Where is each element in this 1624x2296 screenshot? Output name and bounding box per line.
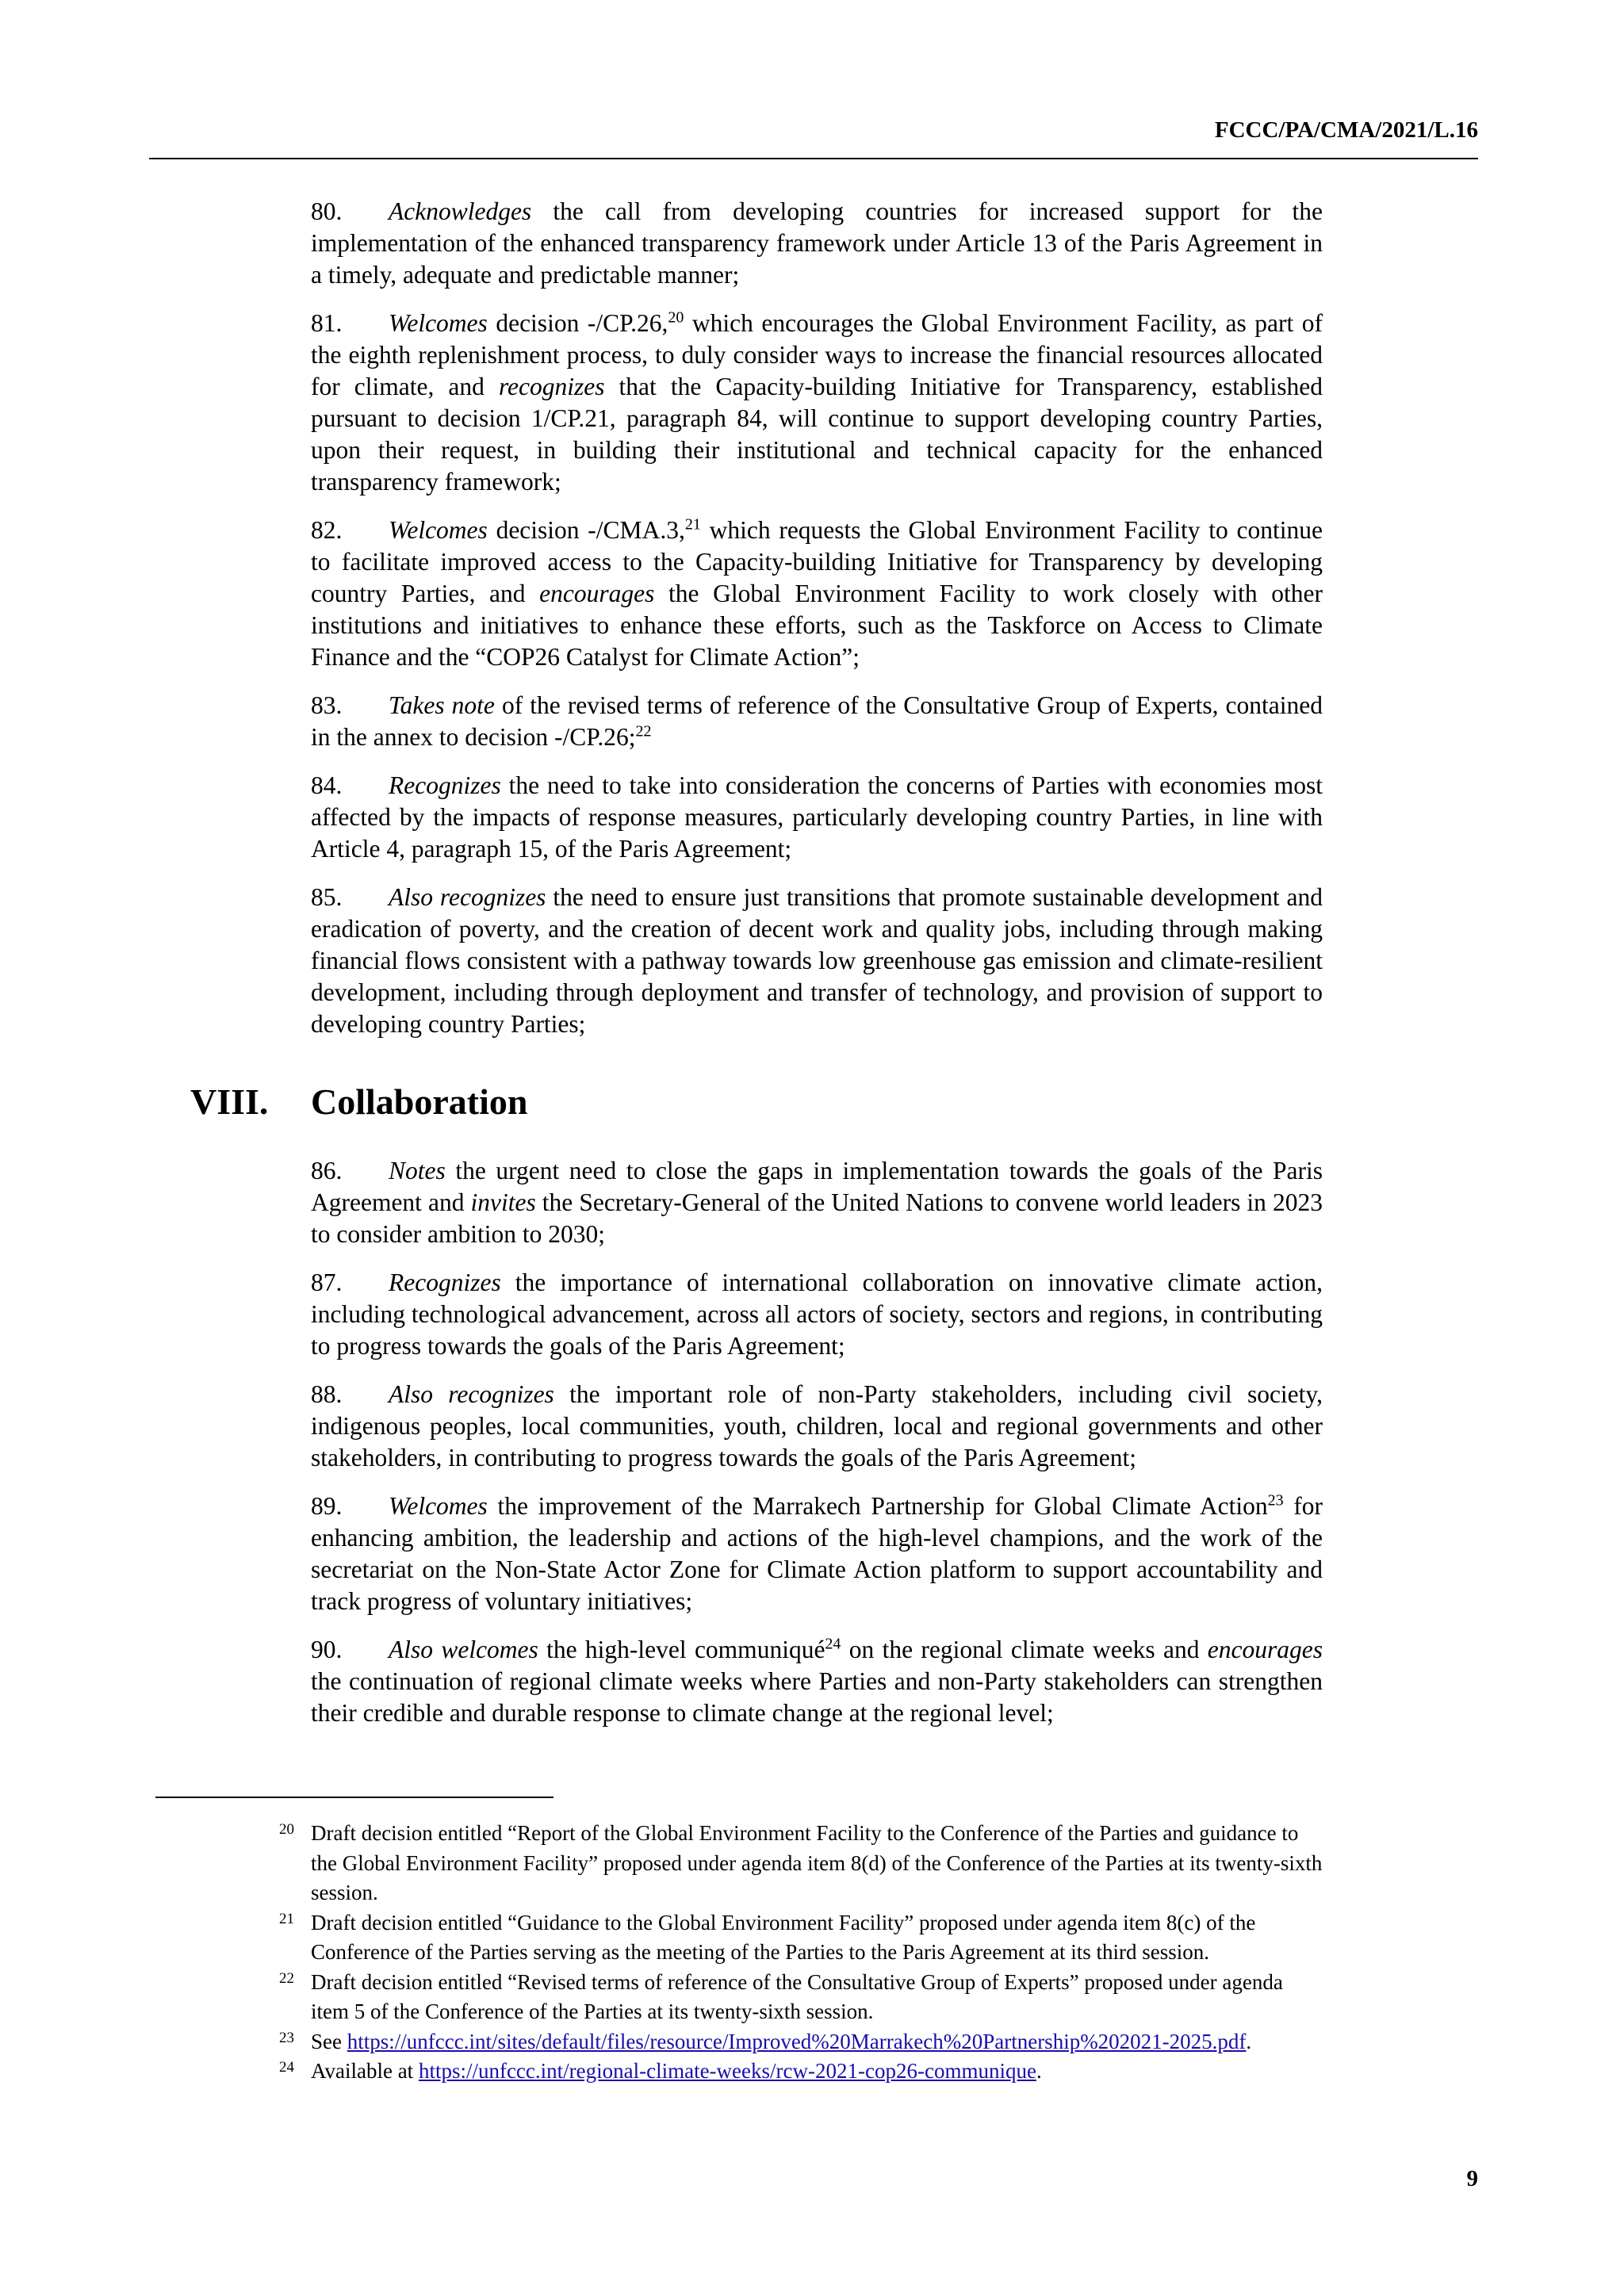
footnote-ref-21[interactable]: 21	[684, 515, 701, 534]
footnote-ref-23[interactable]: 23	[1267, 1491, 1284, 1510]
footnote-21: 21 Draft decision entitled “Guidance to the Global Environment Facility” proposed under agenda item 8(c) of the Conference of the Parties serving as the meeting of the Parties to the Paris Agreement at its third session.	[279, 1910, 1256, 1964]
footnote-rule	[155, 1797, 553, 1798]
paragraphs-top	[311, 196, 1323, 1057]
footnote-ref-20[interactable]: 20	[668, 308, 684, 327]
footnote-ref-22[interactable]: 22	[635, 722, 652, 740]
document-symbol: FCCC/PA/CMA/2021/L.16	[1214, 117, 1478, 143]
paragraph-86: 86. Notes the urgent need to close the gaps in implementation towards the goals of the Paris Agreement and invites the Secretary-General of the United Nations to convene world leaders in 2023 to consider ambition to 2030;	[311, 1157, 1323, 1248]
paragraphs-bottom	[311, 1155, 1323, 1746]
footnote-23-link[interactable]: https://unfccc.int/sites/default/files/resource/Improved%20Marrakech%20Partnership%202021-2025.pdf	[347, 2029, 1247, 2053]
paragraph-81: 81. Welcomes decision -/CP.26,20 which encourages the Global Environment Facility, as part of the eighth replenishment process, to duly consider ways to increase the financial resources allocated for climate, and recognizes that the Capacity-building Initiative for Transparency, established pursuant to decision 1/CP.21, paragraph 84, will continue to support developing country Parties, upon their request, in building their institutional and technical capacity for the enhanced transparency framework;	[311, 308, 1323, 496]
footnote-24-link[interactable]: https://unfccc.int/regional-climate-weeks/rcw-2021-cop26-communique	[418, 2059, 1036, 2083]
footnote-20: 20 Draft decision entitled “Report of the Global Environment Facility to the Conference of the Parties and guidance to the Global Environment Facility” proposed under agenda item 8(d) of the Conference of the Parties at its twenty-sixth session.	[279, 1821, 1323, 1904]
paragraph-88: 88. Also recognizes the important role of non-Party stakeholders, including civil society, indigenous peoples, local communities, youth, children, local and regional governments and other stakeholders, in contributing to progress towards the goals of the Paris Agreement;	[311, 1380, 1323, 1471]
footnote-23: 23 See https://unfccc.int/sites/default/files/resource/Improved%20Marrakech%20Partnership%202021-2025.pdf.	[279, 2029, 1252, 2053]
paragraph-87: 87. Recognizes the importance of international collaboration on innovative climate action, including technological advancement, across all actors of society, sectors and regions, in contributing to progress towards the goals of the Paris Agreement;	[311, 1269, 1323, 1360]
paragraph-82: 82. Welcomes decision -/CMA.3,21 which requests the Global Environment Facility to continue to facilitate improved access to the Capacity-building Initiative for Transparency by developing country Parties, and encourages the Global Environment Facility to work closely with other institutions and initiatives to enhance these efforts, such as the Taskforce on Access to Climate Finance and the “COP26 Catalyst for Climate Action”;	[311, 515, 1323, 671]
paragraph-89: 89. Welcomes the improvement of the Marrakech Partnership for Global Climate Action$^{23}$ for enhancing ambition, the leadership and actions of the high-level champions, and the work of the secretariat on the Non-State Actor Zone for Climate Action platform to support accountability and track progress of voluntary initiatives;	[311, 1491, 1323, 1615]
footnote-22: 22 Draft decision entitled “Revised terms of reference of the Consultative Group of Experts” proposed under agenda item 5 of the Conference of the Parties at its twenty-sixth session.	[279, 1969, 1283, 2023]
section-number: VIII.	[190, 1081, 269, 1122]
footnotes	[279, 1819, 1323, 2087]
paragraph-80: 80. Acknowledges the call from developing countries for increased support for the implementation of the enhanced transparency framework under Article 13 of the Paris Agreement in a timely, adequate and predictable manner;	[311, 197, 1323, 289]
paragraph-84: 84. Recognizes the need to take into consideration the concerns of Parties with economies most affected by the impacts of response measures, particularly developing country Parties, in line with Article 4, paragraph 15, of the Paris Agreement;	[311, 771, 1323, 863]
paragraph-90: 90. Also welcomes the high-level communiqué$^{24}$ on the regional climate weeks and encourages the continuation of regional climate weeks where Parties and non-Party stakeholders can strengthen their credible and durable response to climate change at the regional level;	[311, 1635, 1323, 1727]
paragraph-85: 85. Also recognizes the need to ensure just transitions that promote sustainable development and eradication of poverty, and the creation of decent work and quality jobs, including through making financial flows consistent with a pathway towards low greenhouse gas emission and climate-resilient development, including through deployment and transfer of technology, and provision of support to developing country Parties;	[311, 883, 1323, 1038]
section-heading	[190, 1080, 527, 1124]
paragraph-83: 83. Takes note of the revised terms of reference of the Consultative Group of Experts, contained in the annex to decision -/CP.26;$^{22}$	[311, 691, 1323, 751]
footnote-ref-24[interactable]: 24	[825, 1635, 841, 1653]
page-number: 9	[1466, 2166, 1478, 2191]
section-title: Collaboration	[311, 1081, 528, 1122]
header-rule	[149, 158, 1478, 159]
footnote-24: 24 Available at https://unfccc.int/regional-climate-weeks/rcw-2021-cop26-communique.	[279, 2059, 1042, 2083]
